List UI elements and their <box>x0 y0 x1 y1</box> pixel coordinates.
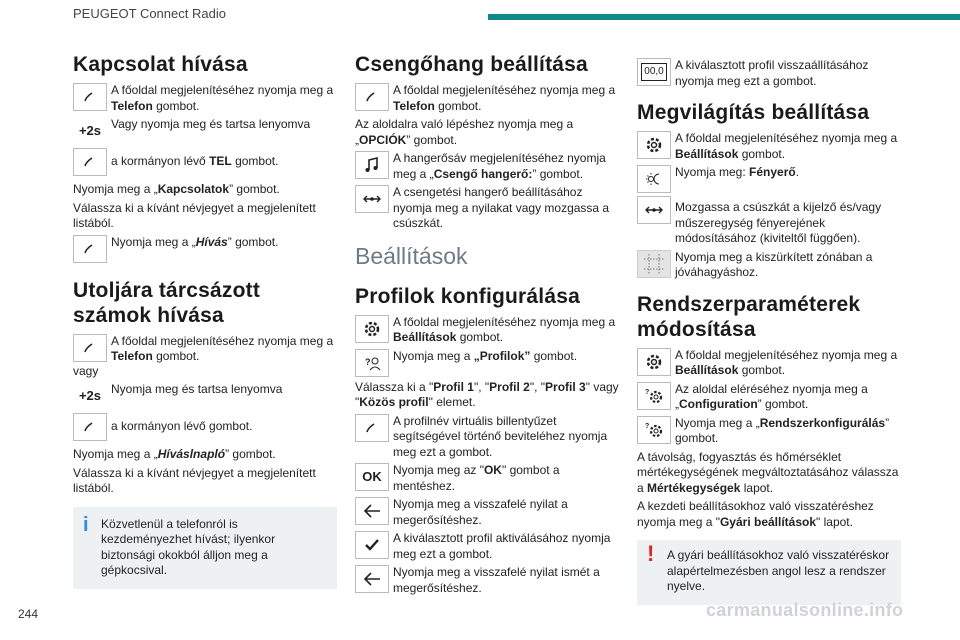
phone-icon <box>73 334 107 362</box>
paragraph: Nyomja meg a „Kapcsolatok” gombot. <box>73 182 280 196</box>
instruction-row: a kormányon lévő gombot. <box>73 413 337 441</box>
instruction-row: Nyomja meg a visszafelé nyilat a megerősítéshez. <box>355 497 619 528</box>
instruction-row: Mozgassa a csúszkát a kijelző és/vagy műszeregység fényerejének módosításához (kiviteltől függően). <box>637 196 901 247</box>
paragraph: Válassza ki a "Profil 1", "Profil 2", "Profil 3" vagy "Közös profil" elemet. <box>355 379 619 409</box>
instruction-row: A főoldal megjelenítéséhez nyomja meg a Beállítások gombot. <box>637 131 901 162</box>
arrows-icon <box>355 185 389 213</box>
reset-icon: 00,0 <box>637 58 671 86</box>
heading-system: Rendszerparaméterek módosítása <box>637 292 861 341</box>
instruction-row <box>73 117 337 145</box>
phone-icon <box>73 413 107 441</box>
instruction-row: Nyomja meg a „Hívás” gombot. <box>73 235 337 263</box>
heading-ring: Csengőhang beállítása <box>355 53 588 76</box>
paragraph: vagy <box>73 363 99 378</box>
heading-settings: Beállítások <box>355 242 468 269</box>
pencil-icon <box>355 414 389 442</box>
instruction-row <box>73 148 337 176</box>
instruction-row: A hangerősáv megjelenítéséhez nyomja meg a „Csengő hangerő:” gombot. <box>355 151 619 182</box>
warning-box: ! A gyári beállításokhoz való visszatéréskor alapértelmezésben angol lesz a rendszer nyelve. <box>637 540 901 605</box>
paragraph: Válassza ki a kívánt névjegyet a megjelenített listából. <box>73 465 316 495</box>
phone-icon <box>73 235 107 263</box>
instruction-row: Nyomja meg: Fényerő. <box>637 165 901 193</box>
instr-bold: TEL <box>209 154 232 168</box>
column-2 <box>355 52 619 599</box>
instruction-row: ? Az aloldal eléréséhez nyomja meg a „Configuration” gombot. <box>637 382 901 413</box>
instruction-row: A főoldal megjelenítéséhez nyomja meg a Beállítások gombot. <box>355 315 619 346</box>
svg-text:?: ? <box>645 388 650 396</box>
instruction-row: A csengetési hangerő beállításához nyomja meg a nyilakat vagy mozgassa a csúszkát. <box>355 185 619 232</box>
instruction-row: 00,0 A kiválasztott profil visszaállításához nyomja meg ezt a gombot. <box>637 58 901 89</box>
brightness-icon <box>637 165 671 193</box>
column-1 <box>73 52 337 589</box>
phone-icon <box>73 148 107 176</box>
instr-text: Vagy nyomja meg és tartsa lenyomva <box>111 117 311 131</box>
instr-text: gombot. <box>231 154 279 168</box>
note-icon <box>355 151 389 179</box>
instruction-row: Nyomja meg a kiszürkített zónában a jóváhagyáshoz. <box>637 250 901 281</box>
instruction-row: A profilnév virtuális billentyűzet segítségével történő beviteléhez nyomja meg ezt a gombot. <box>355 414 619 461</box>
instruction-row: ? Nyomja meg a „Profilok” gombot. <box>355 349 619 377</box>
plus2s-icon: +2s <box>78 388 102 404</box>
arrows-icon <box>637 196 671 224</box>
paragraph: Az aloldalra való lépéshez nyomja meg a „OPCIÓK” gombot. <box>355 117 574 147</box>
heading-lighting: Megvilágítás beállítása <box>637 101 870 124</box>
phone-icon <box>355 83 389 111</box>
gear-icon <box>637 348 671 376</box>
paragraph: Válassza ki a kívánt névjegyet a megjelenített listából. <box>73 200 316 230</box>
instr-text: A főoldal megjelenítéséhez nyomja meg a <box>111 83 334 97</box>
heading-recent: Utoljára tárcsázott számok hívása <box>73 278 261 327</box>
gear-profiles-icon <box>637 416 671 444</box>
check-icon <box>355 531 389 559</box>
page-number: 244 <box>18 607 39 621</box>
watermark: carmanualsonline.info <box>706 600 904 620</box>
gear-icon <box>637 131 671 159</box>
instr-bold: Telefon <box>111 98 153 113</box>
gear-profiles-icon <box>637 382 671 410</box>
paragraph: A kezdeti beállításokhoz való visszatéréshez nyomja meg a "Gyári beállítások" lapot. <box>637 499 874 529</box>
phone-icon <box>73 83 107 111</box>
instruction-row: A kiválasztott profil aktiválásához nyomja meg ezt a gombot. <box>355 531 619 562</box>
header-bar <box>488 14 960 20</box>
back-arrow-icon <box>355 497 389 525</box>
info-box: i Közvetlenül a telefonról is kezdeményezhet hívást; ilyenkor biztonsági okokból álljon meg a gépkocsival. <box>73 507 337 589</box>
instruction-row: Nyomja meg a visszafelé nyilat ismét a megerősítéshez. <box>355 565 619 596</box>
instruction-row: +2s Nyomja meg és tartsa lenyomva <box>73 382 337 410</box>
instr-text: a kormányon lévő <box>111 154 210 168</box>
instruction-row: OK Nyomja meg az "OK" gombot a mentéshez. <box>355 463 619 494</box>
instr-text: gombot. <box>152 98 200 113</box>
plus2s-icon: +2s <box>78 123 102 139</box>
paragraph: Nyomja meg a „Híváslnapló” gombot. <box>73 447 276 461</box>
ok-icon: OK <box>355 463 389 491</box>
profiles-icon <box>355 349 389 377</box>
heading-profiles: Profilok konfigurálása <box>355 284 580 308</box>
instruction-row: A főoldal megjelenítéséhez nyomja meg a Beállítások gombot. <box>637 348 901 379</box>
instruction-row <box>73 83 337 114</box>
column-3 <box>637 52 901 605</box>
svg-text:?: ? <box>645 422 650 430</box>
instruction-row: A főoldal megjelenítéséhez nyomja meg a Telefon gombot. <box>355 83 619 114</box>
gear-icon <box>355 315 389 343</box>
header-title: PEUGEOT Connect Radio <box>73 6 226 21</box>
back-arrow-icon <box>355 565 389 593</box>
instruction-row: ? Nyomja meg a „Rendszerkonfigurálás” gombot. <box>637 416 901 447</box>
instruction-row: A főoldal megjelenítéséhez nyomja meg a Telefon gombot. <box>73 334 337 365</box>
heading-call: Kapcsolat hívása <box>73 53 248 76</box>
info-icon: i <box>83 513 89 536</box>
svg-text:?: ? <box>365 356 371 367</box>
grid-icon <box>637 250 671 278</box>
paragraph: A távolság, fogyasztás és hőmérséklet mértékegységének megváltoztatásához válassza a Mértékegységek lapot. <box>637 449 899 495</box>
warning-icon: ! <box>647 541 655 566</box>
